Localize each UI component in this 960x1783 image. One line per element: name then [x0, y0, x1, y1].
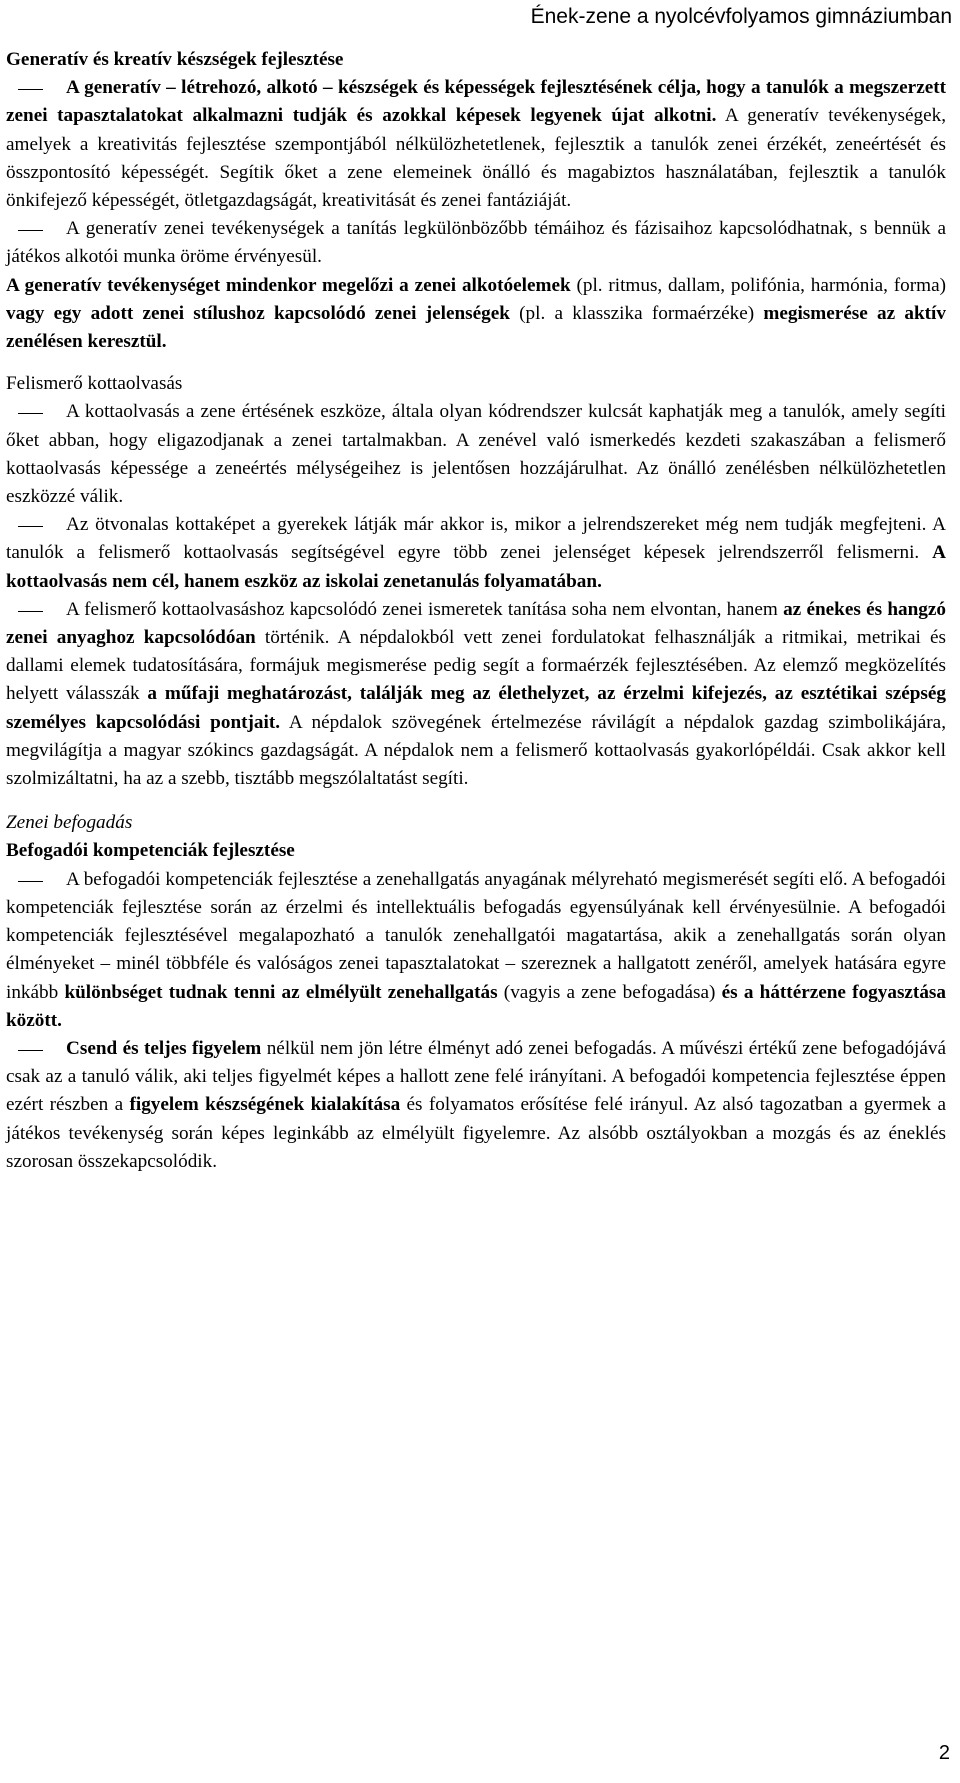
bold-text: vagy egy adott zenei stílushoz kapcsolódó zenei jelenségek — [6, 302, 510, 324]
bold-text: A kottaolvasás nem cél, hanem eszköz az iskolai zenetanulás folyamatában. — [6, 542, 946, 592]
text-span: Az ötvonalas kottaképet a gyerekek látják már akkor is, mikor a jelrendszereket még nem tudják megfejteni. A tanulók a felismerő kottaolvasás segítségével egyre több zenei jelenséget képesek jelrendszerről felismerni. — [6, 514, 946, 564]
bullet-paragraph — [6, 398, 946, 511]
document-body — [6, 46, 946, 1176]
text-span: A felismerő kottaolvasáshoz kapcsolódó zenei ismeretek tanítása soha nem elvontan, hanem — [66, 598, 784, 620]
bold-text: különbséget tudnak tenni az elmélyült zenehallgatás — [64, 981, 498, 1003]
bold-text: A generatív tevékenységet mindenkor megelőzi a zenei alkotóelemek — [6, 274, 571, 296]
text-span: történik. A népdalokból vett zenei fordulatokat felhasználják a ritmikai, metrikai és dallami elemek tudatosítására, formájuk megismerése pedig segít a formaérzék fejlesztésében. Az elemző megközelítés helyett válasszák — [6, 627, 946, 705]
text-span: A kottaolvasás a zene értésének eszköze, általa olyan kódrendszer kulcsát kaphatják meg a tanulók, amely segíti őket abban, hogy eligazodjanak a zenei tartalmakban. A zenével való ismerkedés kezdeti szakaszában a felismerő kottaolvasás képessége a zeneértés mélységeihez is jelentősen hozzájárulhat. Az önálló zenélésben nélkülözhetetlen eszközzé válik. — [6, 401, 946, 508]
text-span: A befogadói kompetenciák fejlesztése a zenehallgatás anyagának mélyreható megismerését segíti elő. A befogadói kompetenciák fejlesztése során az érzelmi és intellektuális befogadás egyensúlyának kell érvényesülnie. A befogadói kompetenciák fejlesztésével megalapozható a tanulók zenehallgatói magatartása, akik a zenehallgatás során olyan élményeket – minél többféle és valóságos zenei tapasztalatokat – szereznek a hallgatott zenéről, amelyek hatására egyre inkább — [6, 868, 946, 1003]
bold-text: figyelem készségének kialakítása — [129, 1094, 401, 1116]
text-span: és folyamatos erősítése felé irányul. Az alsó tagozatban a gyermek a játékos tevékenység során képes leginkább az elmélyült figyelemre. Az alsóbb osztályokban a mozgás és az éneklés szorosan összekapcsolódik. — [6, 1094, 946, 1172]
bullet-paragraph — [6, 1035, 946, 1176]
text-span: (pl. a klasszika formaérzéke) — [509, 302, 764, 324]
text-span: nélkül nem jön létre élményt adó zenei befogadás. A művészi értékű zene befogadójává csak az a tanuló válik, aki teljes figyelmét képes a hallott zene felé irányítani. A befogadói kompetencia fejlesztése éppen ezért részben a — [6, 1037, 947, 1116]
bold-text: A generatív – létrehozó, alkotó – készségek és képességek fejlesztésének célja, hogy a tanulók a megszerzett zenei tapasztalatokat alkalmazni tudják és azokkal képesek legyenek újat alkotni. — [6, 77, 946, 127]
section-heading-reception: Zenei befogadás — [6, 812, 133, 834]
bold-text: Csend és teljes figyelem — [66, 1037, 262, 1059]
text-span: A népdalok szövegének értelmezése rávilágít a népdalok gazdag szimbolikájára, megvilágítja a magyar szókincs gazdagságát. A népdalok nem a felismerő kottaolvasás gyakorlópéldái. Csak akkor kell szolmizáltatni, ha az a szebb, tisztább megszólaltatást segíti. — [6, 711, 946, 790]
bullet-paragraph — [6, 74, 946, 215]
page-number: 2 — [938, 1742, 950, 1764]
bold-text: az énekes és hangzó zenei anyaghoz kapcsolódóan — [6, 598, 946, 649]
text-span: A generatív tevékenységek, amelyek a kreativitás fejlesztése szempontjából nélkülözhetetlenek, fejlesztik a tanulók zenei érzékét, zeneértését és összpontosító képességét. Segítik őket a zene elemeinek önálló és magabiztos használatában, fejlesztik a tanulók önkifejező képességét, ötletgazdagságát, kreativitását és zenei fantáziáját. — [6, 105, 946, 212]
bullet-paragraph — [6, 215, 946, 271]
subsection-heading-reception-competences: Befogadói kompetenciák fejlesztése — [6, 840, 295, 862]
section-heading-sight-reading: Felismerő kottaolvasás — [6, 373, 183, 395]
bold-text: és a háttérzene fogyasztása között. — [6, 981, 946, 1031]
bold-text: a műfaji meghatározást, találják meg az élethelyzet, az érzelmi kifejezés, az esztétikai szépség személyes kapcsolódási pontjait. — [6, 683, 947, 733]
bold-text: megismerése az aktív zenélésen keresztül. — [6, 302, 946, 353]
body-paragraph — [6, 272, 946, 357]
text-span: (vagyis a zene befogadása) — [497, 981, 722, 1003]
bullet-paragraph — [6, 866, 946, 1035]
text-span: A generatív zenei tevékenységek a tanítás legkülönbözőbb témáihoz és fázisaihoz kapcsolódhatnak, s bennük a játékos alkotói munka öröme érvényesül. — [6, 218, 946, 268]
bullet-paragraph — [6, 511, 946, 596]
running-header: Ének-zene a nyolcévfolyamos gimnáziumban — [530, 5, 952, 28]
section-heading-generative: Generatív és kreatív készségek fejlesztése — [6, 49, 344, 70]
text-span: (pl. ritmus, dallam, polifónia, harmónia, forma) — [570, 274, 946, 296]
bullet-paragraph — [6, 596, 946, 793]
